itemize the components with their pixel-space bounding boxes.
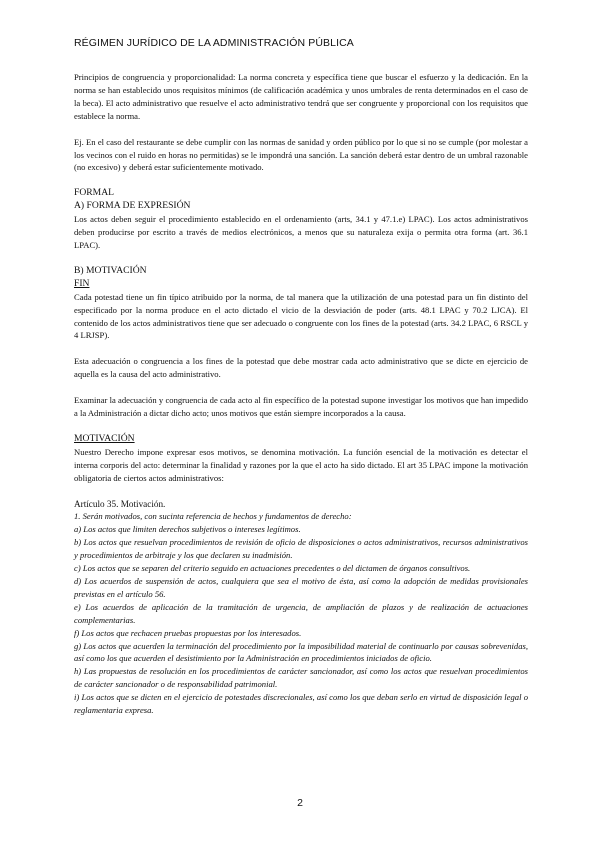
section-heading-formal: FORMAL — [74, 187, 114, 199]
paragraph-example-restaurant: Ej. En el caso del restaurante se debe cumplir con las normas de sanidad y orden público por lo que si no se cumple (por molestar a los vecinos con el ruido en horas no permitidas) se le impondrá una sanción. La sanción deberá estar dentro de un umbral razonable (no excesivo) y deberá estar suficientemente motivado. — [74, 136, 528, 173]
article-item: 1. Serán motivados, con sucinta referencia de hechos y fundamentos de derecho: — [74, 511, 352, 522]
article-item: b) Los actos que resuelvan procedimientos de revisión de oficio de disposiciones o actos administrativos, recursos administrativos y procedimientos de arbitraje y los que declaren su inadmisión. — [74, 537, 528, 561]
article-item: a) Los actos que limiten derechos subjetivos o intereses legítimos. — [74, 524, 301, 535]
page-header-title: RÉGIMEN JURÍDICO DE LA ADMINISTRACIÓN PÚBLICA — [74, 37, 354, 49]
article-item: d) Los acuerdos de suspensión de actos, cualquiera que sea el motivo de ésta, así como la adopción de medidas provisionales previstas en el artículo 56. — [74, 576, 528, 599]
article-item: i) Los actos que se dicten en el ejercicio de potestades discrecionales, así como los que deban serlo en virtud de disposición legal o reglamentaria expresa. — [74, 692, 528, 716]
paragraph-fin-2: Esta adecuación o congruencia a los fines de la potestad que debe mostrar cada acto administrativo que se dicte en ejercicio de aquella es la causa del acto administrativo. — [74, 356, 528, 380]
label-motivacion: MOTIVACIÓN — [74, 432, 135, 444]
article-title: Artículo 35. Motivación. — [74, 498, 166, 509]
label-fin: FIN — [74, 277, 90, 289]
article-item: e) Los acuerdos de aplicación de la tramitación de urgencia, de ampliación de plazos y de realización de actuaciones complementarias. — [74, 601, 528, 625]
paragraph-forma-expresion: Los actos deben seguir el procedimiento establecido en el ordenamiento (arts, 34.1 y 47.1.e) LPAC). Los actos administrativos deben producirse por escrito a través de medios electrónicos, a menos que su naturaleza exija o permita otra forma (art. 36.1 LPAC). — [74, 214, 528, 250]
paragraph-congruencia: Principios de congruencia y proporcionalidad: La norma concreta y específica tiene que buscar el esfuerzo y la dedicación. En la norma se han establecido unos requisitos mínimos (de calificación académica y unos umbrales de renta determinados en el caso de la beca). El acto administrativo que resuelve el acto administrativo tendrá que ser congruente y proporcional con los requisitos que establece la norma. — [74, 72, 528, 121]
article-item: f) Los actos que rechacen pruebas propuestas por los interesados. — [74, 627, 302, 638]
paragraph-motivacion: Nuestro Derecho impone expresar esos motivos, se denomina motivación. La función esencial de la motivación es detectar el interna corporis del acto: determinar la finalidad y razones por la que el acto ha sido dictado. El art 35 LPAC impone la motivación obligatoria de ciertos actos administrativos: — [74, 446, 528, 483]
paragraph-fin-1: Cada potestad tiene un fin típico atribuido por la norma, de tal manera que la utilización de una potestad para un fin distinto del especificado por la norma produce en el acto dictado el vicio de la desviación de poder (arts. 48.1 LPAC y 70.2 LJCA). El contenido de los actos administrativos tiene que ser adecuado o congruente con los fines de la potestad (arts. 34.2 LPAC, 6 RSCL y 4 LRJSP). — [74, 291, 528, 341]
article-item: h) Las propuestas de resolución en los procedimientos de carácter sancionador, así como los actos que resuelvan procedimientos de carácter sancionador o de responsabilidad patrimonial. — [74, 666, 528, 690]
subheading-forma-expresion: A) FORMA DE EXPRESIÓN — [74, 200, 191, 212]
subheading-motivacion: B) MOTIVACIÓN — [74, 264, 147, 276]
page-number: 2 — [297, 797, 303, 809]
paragraph-fin-3: Examinar la adecuación y congruencia de cada acto al fin específico de la potestad supone investigar los motivos que han impedido a la Administración a dictar dicho acto; unos motivos que están siempre incorporados a la causa. — [74, 395, 528, 419]
document-body — [74, 71, 528, 717]
article-item: g) Los actos que acuerden la terminación del procedimiento por la imposibilidad material de continuarlo por causas sobrevenidas, así como los que acuerden el desistimiento por la Administración en procedimientos iniciados de oficio. — [74, 640, 528, 664]
article-item: c) Los actos que se separen del criterio seguido en actuaciones precedentes o del dictamen de órganos consultivos. — [74, 563, 471, 574]
